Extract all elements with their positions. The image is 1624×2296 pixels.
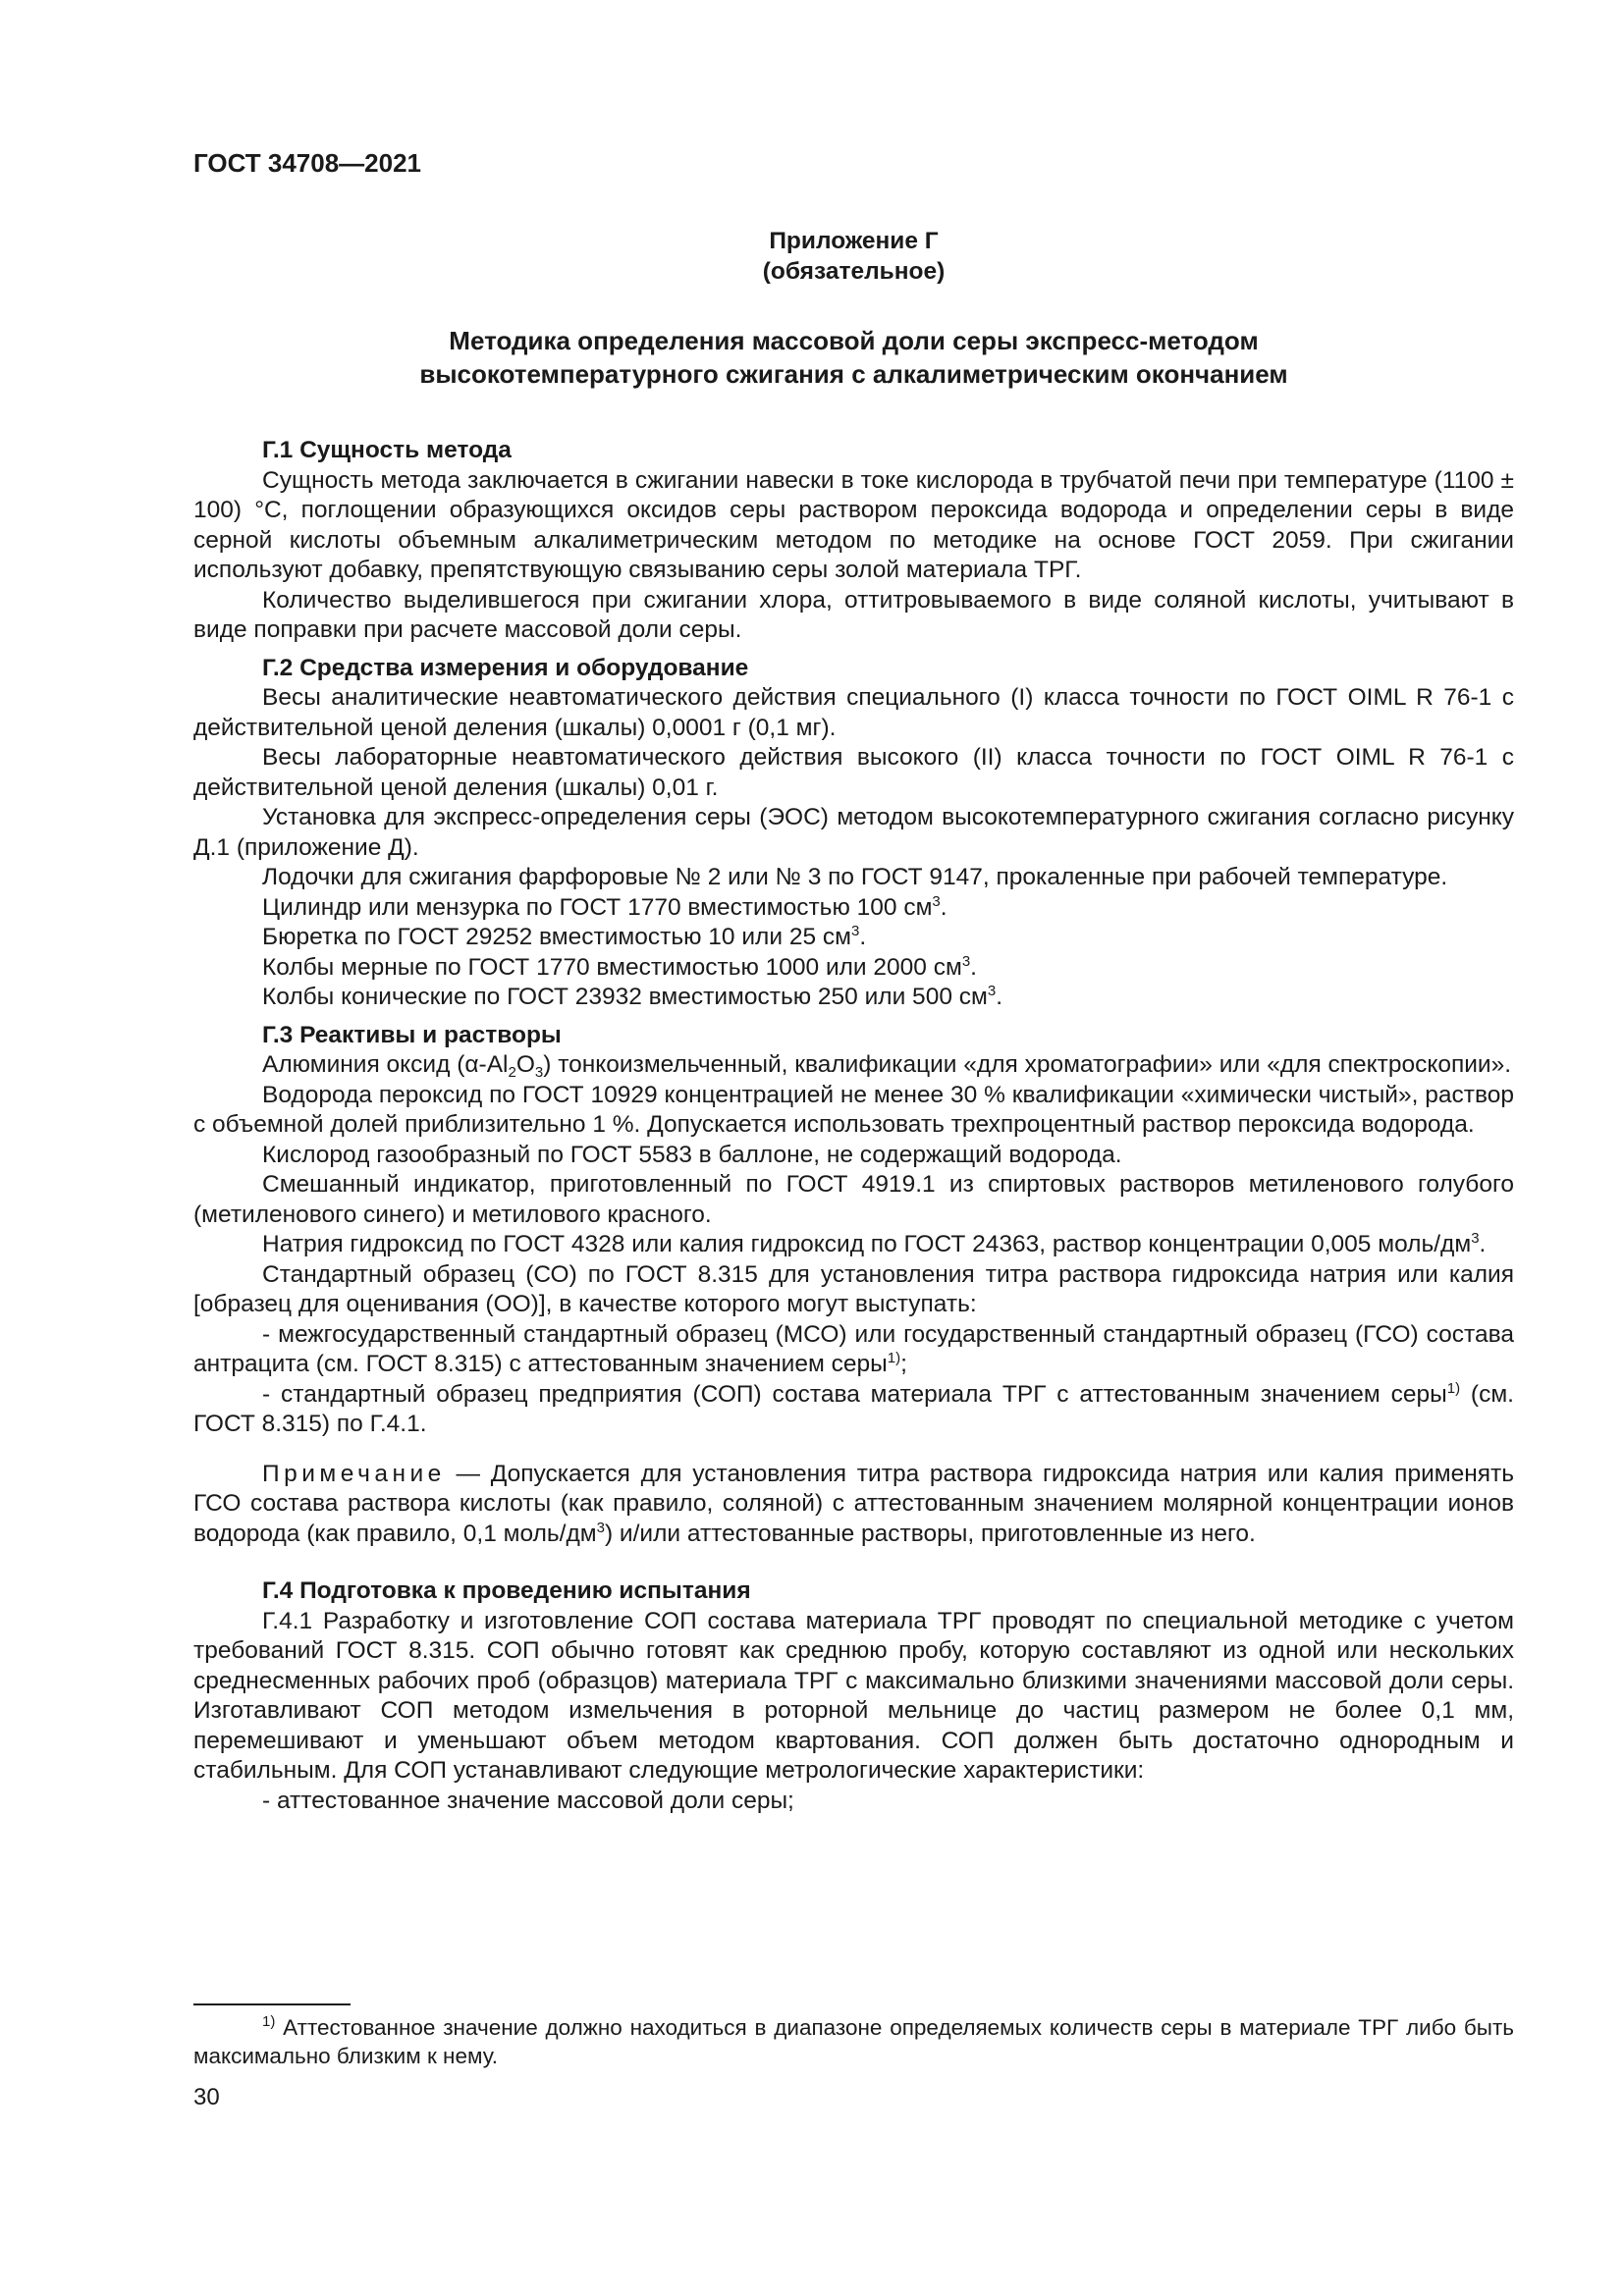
superscript: 3 — [596, 1519, 605, 1536]
equipment-text: Бюретка по ГОСТ 29252 вместимостью 10 или 25 см — [262, 924, 851, 950]
paragraph — [193, 893, 1514, 924]
paragraph — [193, 983, 1514, 1013]
method-title-line1: Методика определения массовой доли серы экспресс-методом — [449, 326, 1259, 355]
text-run: Алюминия оксид (α-Al — [262, 1051, 509, 1078]
paragraph: Сущность метода заключается в сжигании навески в токе кислорода в трубчатой печи при температуре (1100 ± 100) °С, поглощении образующихся оксидов серы раствором пероксида водорода и определении серы в виде серной кислоты объемным алкалиметрическим методом по методике на основе ГОСТ 2059. При сжигании используют добавку, препятствующую связыванию серы золой материала ТРГ. — [193, 466, 1514, 583]
page-content — [193, 226, 1514, 1816]
text-run: Натрия гидроксид по ГОСТ 4328 или калия гидроксид по ГОСТ 24363, раствор концентрации 0,005 моль/дм — [262, 1231, 1472, 1257]
footnote-ref: 1) — [887, 1350, 901, 1366]
annex-title: Приложение Г — [769, 228, 939, 254]
section-heading-g1: Г.1 Сущность метода — [262, 437, 512, 463]
paragraph — [193, 1380, 1514, 1440]
paragraph: Водорода пероксид по ГОСТ 10929 концентрацией не менее 30 % квалификации «химически чистый», раствор с объемной долей приблизительно 1 %. Допускается использовать трехпроцентный раствор пероксида водорода. — [193, 1081, 1514, 1138]
punctuation: . — [859, 924, 867, 950]
punctuation: . — [940, 893, 947, 921]
superscript: 3 — [987, 983, 997, 999]
text-run: Допускается для установления титра раствора гидроксида натрия или калия применять ГСО состава раствора кислоты (как правило, соляной) с аттестованным значением молярной концентрации ионов водорода (как правило, 0,1 моль/дм — [193, 1460, 1515, 1547]
footnote-divider — [193, 2003, 351, 2005]
section-heading-g4: Г.4 Подготовка к проведению испытания — [262, 1577, 751, 1604]
standard-code: ГОСТ 34708—2021 — [193, 148, 421, 178]
subscript: 2 — [508, 1064, 516, 1081]
note-label: Примечание — [262, 1460, 446, 1487]
punctuation: . — [1479, 1231, 1487, 1257]
text-run: - межгосударственный стандартный образец (МСО) или государственный стандартный образец (ГСО) состава антрацита (см. ГОСТ 8.315) с аттестованным значением серы — [193, 1320, 1514, 1377]
paragraph — [193, 953, 1514, 984]
paragraph: Весы лабораторные неавтоматического действия высокого (II) класса точности по ГОСТ OIML R 76-1 с действительной ценой деления (шкалы) 0,01 г. — [193, 744, 1514, 801]
equipment-text: Колбы конические по ГОСТ 23932 вместимостью 250 или 500 см — [262, 984, 988, 1010]
paragraph: Лодочки для сжигания фарфоровые № 2 или № 3 по ГОСТ 9147, прокаленные при рабочей температуре. — [262, 864, 1448, 890]
paragraph: Весы аналитические неавтоматического действия специального (I) класса точности по ГОСТ OIML R 76-1 с действительной ценой деления (шкалы) 0,0001 г (0,1 мг). — [193, 684, 1514, 741]
text-run: (см. ГОСТ 8.315) по Г.4.1. — [193, 1380, 1514, 1437]
paragraph: - аттестованное значение массовой доли серы; — [262, 1787, 794, 1814]
paragraph — [193, 1050, 1514, 1081]
paragraph: Кислород газообразный по ГОСТ 5583 в баллоне, не содержащий водорода. — [262, 1141, 1122, 1168]
footnote — [193, 2013, 1514, 2070]
annex-status: (обязательное) — [762, 258, 946, 285]
paragraph: Количество выделившегося при сжигании хлора, оттитровываемого в виде соляной кислоты, учитывают в виде поправки при расчете массовой доли серы. — [193, 586, 1514, 643]
text-run: ) и/или аттестованные растворы, приготовленные из него. — [604, 1520, 1256, 1547]
page-number: 30 — [193, 2084, 220, 2110]
spacer — [193, 1549, 1514, 1569]
paragraph — [193, 1230, 1514, 1260]
method-title-line2: высокотемпературного сжигания с алкалиметрическим окончанием — [419, 359, 1288, 389]
paragraph: Г.4.1 Разработку и изготовление СОП состава материала ТРГ проводят по специальной методике с учетом требований ГОСТ 8.315. СОП обычно готовят как среднюю пробу, которую составляют из одной или нескольких среднесменных рабочих проб (образцов) материала ТРГ с максимально близкими значениями массовой доли серы. Изготавливают СОП методом измельчения в роторной мельнице до частиц размером не более 0,1 мм, перемешивают и уменьшают объем методом квартования. СОП должен быть достаточно однородным и стабильным. Для СОП устанавливают следующие метрологические характеристики: — [193, 1607, 1514, 1784]
superscript: 3 — [961, 952, 971, 970]
punctuation: . — [996, 984, 1002, 1010]
paragraph: Смешанный индикатор, приготовленный по ГОСТ 4919.1 из спиртовых растворов метиленового голубого (метиленового синего) и метилового красного. — [193, 1171, 1514, 1228]
superscript: 3 — [932, 892, 941, 910]
text-run: O — [515, 1051, 535, 1078]
section-heading-g3: Г.3 Реактивы и растворы — [262, 1021, 562, 1048]
note — [193, 1460, 1514, 1550]
footnote-text: Аттестованное значение должно находиться в диапазоне определяемых количеств серы в материале ТРГ либо быть максимально близким к нему. — [193, 2015, 1514, 2068]
paragraph — [193, 1320, 1514, 1380]
footnote-ref: 1) — [1446, 1379, 1461, 1397]
paragraph — [193, 923, 1514, 953]
paragraph: Стандартный образец (СО) по ГОСТ 8.315 для установления титра раствора гидроксида натрия или калия [образец для оценивания (ОО)], в качестве которого могут выступать: — [193, 1260, 1514, 1317]
subscript: 3 — [534, 1064, 544, 1081]
superscript: 3 — [1471, 1230, 1480, 1247]
punctuation: . — [970, 953, 977, 981]
note-dash: — — [445, 1460, 491, 1487]
equipment-text: Цилиндр или мензурка по ГОСТ 1770 вместимостью 100 см — [262, 893, 933, 921]
equipment-text: Колбы мерные по ГОСТ 1770 вместимостью 1000 или 2000 см — [262, 953, 962, 981]
text-run: - стандартный образец предприятия (СОП) состава материала ТРГ с аттестованным значением серы — [262, 1380, 1447, 1408]
punctuation: ; — [900, 1351, 907, 1377]
footnote-marker: 1) — [262, 2013, 276, 2030]
superscript: 3 — [850, 923, 860, 939]
method-title — [193, 324, 1514, 391]
paragraph: Установка для экспресс-определения серы (ЭОС) методом высокотемпературного сжигания согласно рисунку Д.1 (приложение Д). — [193, 804, 1514, 861]
text-run: ) тонкоизмельченный, квалификации «для хроматографии» или «для спектроскопии». — [543, 1051, 1512, 1078]
section-heading-g2: Г.2 Средства измерения и оборудование — [262, 654, 749, 681]
